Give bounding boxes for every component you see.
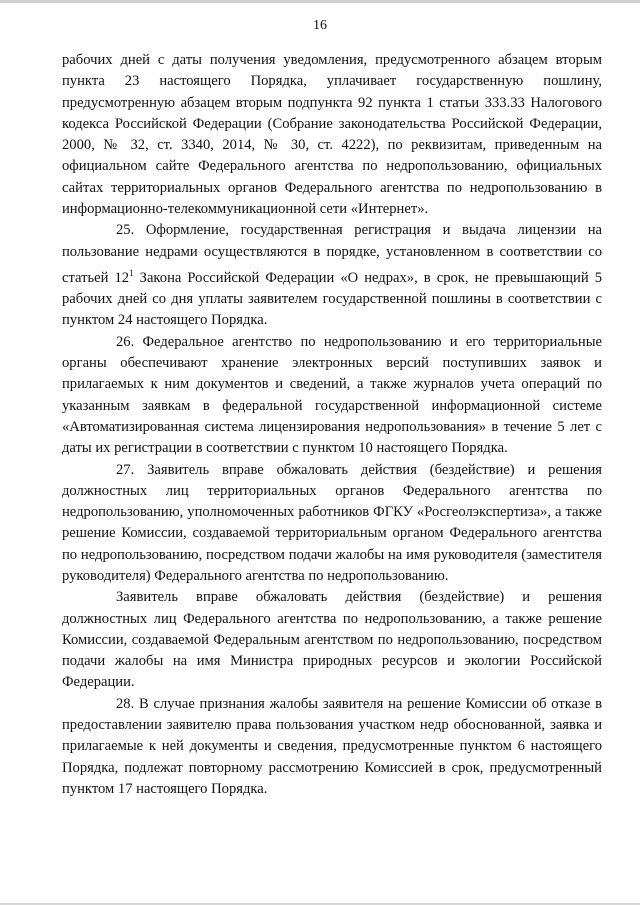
document-body <box>62 50 602 800</box>
paragraph-28: 28. В случае признания жалобы заявителя на решение Комиссии об отказе в предоставлении заявителю права пользования участком недр обоснованной, заявка и прилагаемые к ней документы и сведения, предусмотренные пунктом 6 настоящего Порядка, подлежат повторному рассмотрению Комиссией в срок, предусмотренный пунктом 17 настоящего Порядка. <box>62 695 602 797</box>
page-number: 16 <box>313 18 327 33</box>
paragraph-27-appeal-minister: Заявитель вправе обжаловать действия (бездействие) и решения должностных лиц Федерального агентства по недропользованию, а также решение Комиссии, создаваемой Федеральным агентством по недропользованию, посредством подачи жалобы на имя Министра природных ресурсов и экологии Российской Федерации. <box>62 589 602 691</box>
paragraph-25-text-before: 25. Оформление, государственная регистрация и выдача лицензии на пользование недрами осуществляются в порядке, установленном в соответствии со статьей 12 <box>62 222 602 286</box>
scan-edge-top <box>0 0 640 3</box>
paragraph-25 <box>62 220 602 331</box>
paragraph-26: 26. Федеральное агентство по недропользованию и его территориальные органы обеспечивают хранение электронных версий поступивших заявок и прилагаемых к ним документов и сведений, а также журналов учета операций по указанным заявкам в федеральной государственной информационной системе «Автоматизированная система лицензирования недропользования» в течение 5 лет с даты их регистрации в соответствии с пунктом 10 настоящего Порядка. <box>62 333 602 457</box>
paragraph-25-superscript: 1 <box>129 267 134 278</box>
paragraph-27: 27. Заявитель вправе обжаловать действия (бездействие) и решения должностных лиц территориальных органов Федерального агентства по недропользованию, уполномоченных работников ФГКУ «Росгеолэкспертиза», а также решение Комиссии, создаваемой территориальным органом Федерального агентства по недропользованию, посредством подачи жалобы на имя руководителя (заместителя руководителя) Федерального агентства по недропользованию. <box>62 461 602 584</box>
paragraph-25-text-after: Закона Российской Федерации «О недрах», в срок, не превышающий 5 рабочих дней со дня уплаты заявителем государственной пошлины в соответствии с пунктом 24 настоящего Порядка. <box>62 269 602 329</box>
paragraph-continuation: рабочих дней с даты получения уведомления, предусмотренного абзацем вторым пункта 23 настоящего Порядка, уплачивает государственную пошлину, предусмотренную абзацем вторым подпункта 92 пункта 1 статьи 333.33 Налогового кодекса Российской Федерации (Собрание законодательства Российской Федерации, 2000, № 32, ст. 3340, 2014, № 30, ст. 4222), по реквизитам, приведенным на официальном сайте Федерального агентства по недропользованию, официальных сайтах территориальных органов Федерального агентства по недропользованию в информационно-телекоммуникационной сети «Интернет». <box>62 52 602 218</box>
